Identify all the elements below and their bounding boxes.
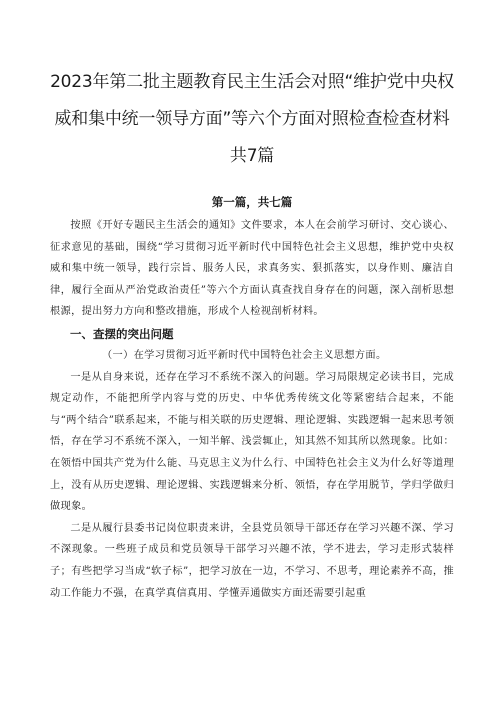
- sub-heading: （一）在学习贯彻习近平新时代中国特色社会主义思想方面。: [102, 349, 387, 361]
- body-paragraph-1: 一是从自身来说，还存在学习不系统不深入的问题。学习局限规定必读书目，完成规定动作，不能把所学内容与党的历史、中华优秀传统文化等紧密结合起来，不能与“两个结合”联系起来，不能与相关联的历史逻辑、理论逻辑、实践逻辑一起来思考领悟，存在学习不系统不深入，一知半解、浅尝辄止，知其然不知其所以然现象。比如：在领悟中国共产党为什么能、马克思主义为什么行、中国特色社会主义为什么好等道理上，没有从历史逻辑、理论逻辑、实践逻辑来分析、领悟，存在学用脱节，学归学做归做现象。: [50, 371, 454, 513]
- body-paragraph-2: 二是从履行县委书记岗位职责来讲，全县党员领导干部还存在学习兴趣不深、学习不深现象。一些班子成员和党员领导干部学习兴趣不浓，学不进去，学习走形式装样子；有些把学习当成“软子标”，把学习放在一边，不学习、不思考，理论素养不高，推动工作能力不强，在真学真信真用、学懂弄通做实方面还需要引起重: [50, 522, 454, 599]
- title-line-2: 威和集中统一领导方面”等六个方面对照检查检查材料: [54, 109, 450, 129]
- document-title: [50, 0, 454, 175]
- title-line-3: 共7篇: [229, 146, 275, 166]
- intro-paragraph: 按照《开好专题民主生活会的通知》文件要求，本人在会前学习研讨、交心谈心、征求意见的基础，围绕“学习贯彻习近平新时代中国特色社会主义思想，维护党中央权威和集中统一领导，践行宗旨、服务人民，求真务实、狠抓落实，以身作则、廉洁自律，履行全面从严治党政治责任”等六个方面认真查找自身存在的问题，深入剖析思想根源，提出努力方向和整改措施，形成个人检视剖析材料。: [50, 220, 454, 318]
- document-subtitle: 第一篇，共七篇: [211, 195, 293, 209]
- title-line-1: 2023年第二批主题教育民主生活会对照“维护党中央权: [50, 72, 454, 92]
- section-heading: 一、查摆的突出问题: [70, 326, 174, 341]
